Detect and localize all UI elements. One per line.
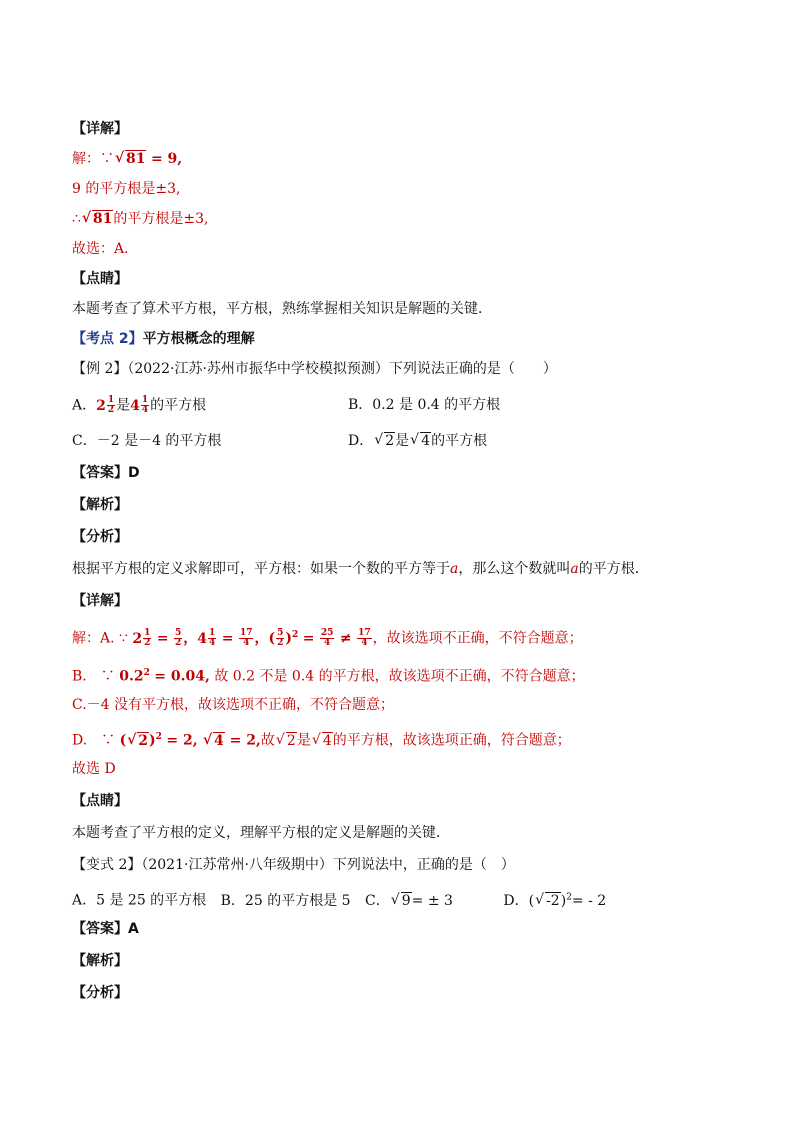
variant-answer: 【答案】A [72, 921, 139, 937]
variant-fenxi-header: 【分析】 [72, 985, 128, 1001]
solution-line-2: 9 的平方根是±3, [72, 181, 181, 197]
example-source: （2022·江苏·苏州市振华中学校模拟预测）下列说法正确的是（ ） [127, 361, 557, 377]
solution-c: C.－4 没有平方根，故该选项不正确，不符合题意； [72, 697, 395, 713]
detail-header-2: 【详解】 [72, 593, 128, 609]
kaodian-heading [72, 330, 255, 348]
variant-option-b: B．25 的平方根是 5 [220, 892, 351, 909]
variant-analysis-header: 【解析】 [72, 953, 128, 969]
mixed-number-a1: 2 $\frac{1}{2}$ [96, 395, 115, 415]
fenxi-text: 根据平方根的定义求解即可，平方根：如果一个数的平方等于a，那么这个数就叫a的平方根． [72, 561, 649, 577]
solution-a: 解：A. ∵ 2 $\frac{1}{2}$ = $\frac{5}{2}$ ， 4 $\frac{1}{4}$ = $\frac{17}{4}$ ，( $\frac{5}{2}$ )$^2$ = $\frac{25}{4}$ ≠ $\frac{17}{4}$ ，故该选项不正确，不符合题意； [72, 628, 583, 649]
solution-line-4: 故选：A． [72, 241, 139, 257]
kaodian-title: 平方根概念的理解 [142, 331, 255, 347]
choose-line: 故选 D [72, 761, 116, 777]
example-2-option-a: A． 2 $\frac{1}{2}$ 是 4 $\frac{1}{4}$ 的平方根 [72, 395, 207, 415]
solution-line-3: ∴√ 81的平方根是±3, [72, 210, 209, 228]
remark-text-2: 本题考查了平方根的定义，理解平方根的定义是解题的关键． [72, 825, 450, 841]
solution-equals: = 9, [150, 151, 183, 167]
kaodian-label: 【考点 2】 [72, 331, 143, 347]
solution-d: D. ∵ (√ 2)$^2$ = 2, √ 4 = 2,故√ 2是√ 4的平方根，故该选项正确，符合题意； [72, 728, 571, 750]
fenxi-header: 【分析】 [72, 529, 128, 545]
remark-text: 本题考查了算术平方根，平方根，熟练掌握相关知识是解题的关键． [72, 301, 492, 317]
variant-source: （2021·江苏常州·八年级期中）下列说法中，正确的是（ ） [141, 857, 515, 873]
sqrt-4: √ 4 [410, 432, 431, 450]
mixed-number-a2: 4 $\frac{1}{4}$ [130, 395, 149, 415]
variant-label: 【变式 2】 [72, 857, 142, 873]
variant-option-d: D．(√ -2)$^2$= - 2 [503, 893, 606, 909]
detail-header: 【详解】 [72, 121, 128, 137]
example-2-option-c: C．－2 是－4 的平方根 [72, 433, 222, 449]
variant-2-options [72, 888, 606, 910]
answer-line: 【答案】D [72, 465, 140, 481]
solution-prefix: 解：∵ [72, 151, 114, 167]
example-2-option-b: B．0.2 是 0.4 的平方根 [348, 397, 501, 413]
sqrt-2: √ 2 [374, 432, 395, 450]
example-2-question [72, 360, 557, 378]
variant-option-a: A．5 是 25 的平方根 [72, 892, 207, 909]
solution-line-1 [72, 150, 182, 168]
example-label: 【例 2】 [72, 361, 128, 377]
remark-header: 【点睛】 [72, 271, 128, 287]
sqrt-81: √ 81 [115, 150, 146, 168]
sqrt-81-b: √ 81 [82, 210, 113, 228]
analysis-header: 【解析】 [72, 497, 128, 513]
variant-option-c: C．√ 9= ± 3 [365, 893, 453, 909]
remark-header-2: 【点睛】 [72, 793, 128, 809]
solution-b: B. ∵ $0.2^2 = 0.04$, 故 0.2 不是 0.4 的平方根，故该选项不正确，不符合题意； [72, 668, 585, 685]
variant-2-question [72, 856, 515, 874]
example-2-option-d: D．√ 2是√ 4的平方根 [348, 432, 487, 450]
